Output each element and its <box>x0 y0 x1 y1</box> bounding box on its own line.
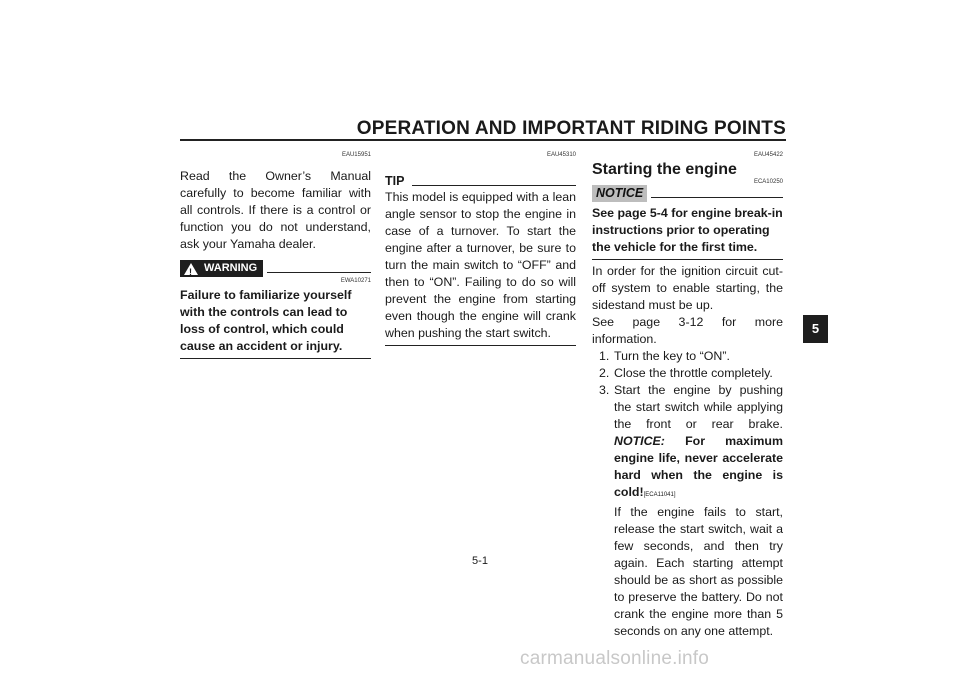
intro-paragraph: Read the Owner’s Manual carefully to become familiar with all controls. If there is a control or function you do not understand, ask your Yamaha dealer. <box>180 169 371 251</box>
left-column <box>180 152 371 359</box>
step3-notice-text: For maximum engine life, never accelerate hard when the engine is cold! <box>614 434 783 499</box>
middle-column <box>385 152 576 346</box>
warning-icon: ! <box>184 263 198 275</box>
warning-text: Failure to familiarize yourself with the controls can lead to loss of control, which could cause an accident or injury. <box>180 288 352 353</box>
chapter-tab: 5 <box>803 315 828 343</box>
start-steps <box>592 348 783 640</box>
step3-notice-code: [ECA11041] <box>643 492 676 498</box>
middle-code: EAU45310 <box>546 152 576 158</box>
right-code: EAU45422 <box>753 152 783 158</box>
warning-header <box>180 260 371 277</box>
page-title: OPERATION AND IMPORTANT RIDING POINTS <box>356 118 786 139</box>
step3-notice-label: NOTICE: <box>614 434 665 448</box>
watermark: carmanualsonline.info <box>520 648 710 669</box>
warning-badge <box>180 260 263 277</box>
step-item: 2. Close the throttle completely. <box>599 366 773 380</box>
step3-followup: If the engine fails to start, release the start switch, wait a few seconds, and then try again. Each starting attempt should be as short as possible to preserve the battery. Do not crank the engine more than 5 seconds on any one attempt. <box>614 505 783 638</box>
step-item: 1. Turn the key to “ON”. <box>599 349 730 363</box>
title-rule <box>180 139 786 141</box>
notice-text: See page 5-4 for engine break-in instructions prior to operating the vehicle for the first time. <box>592 206 783 254</box>
step3-text: Start the engine by pushing the start switch while applying the front or rear brake. <box>614 383 783 431</box>
see-page-paragraph: See page 3-12 for more information. <box>592 315 783 346</box>
step-item: 3. Start the engine by pushing the start switch while applying the front or rear brake. NOTICE: For maximum engine life, never accelerate hard when the engine is cold![ECA11041] If the engine fails to start, release the start switch, wait a few seconds, and then try again. Each starting attempt should be as short as possible to preserve the battery. Do not crank the engine more than 5 seconds on any one attempt. <box>599 383 783 638</box>
warning-end-rule <box>180 358 371 359</box>
section-heading: Starting the engine <box>592 161 737 178</box>
ignition-paragraph: In order for the ignition circuit cut-off system to enable starting, the sidestand must be up. <box>592 264 783 312</box>
warning-rule <box>267 272 371 273</box>
tip-header <box>385 174 576 188</box>
notice-end-rule <box>592 259 783 260</box>
warning-label: WARNING <box>204 262 258 274</box>
warning-code: EWA10271 <box>340 278 371 284</box>
right-column <box>592 152 783 640</box>
tip-text: This model is equipped with a lean angle sensor to stop the engine in case of a turnover. To start the engine after a turnover, be sure to turn the main switch to “OFF” and then to “ON”. Failing to do so will prevent the engine from starting even though the engine will crank when pushing the start switch. <box>385 190 576 340</box>
notice-badge: NOTICE <box>592 185 647 202</box>
page-number: 5-1 <box>472 555 488 567</box>
notice-code: ECA10250 <box>753 179 783 185</box>
tip-rule <box>412 185 576 186</box>
notice-header <box>592 185 783 202</box>
notice-rule <box>651 197 783 198</box>
left-code: EAU15951 <box>341 152 371 158</box>
tip-end-rule <box>385 345 576 346</box>
tip-label: TIP <box>385 174 405 188</box>
